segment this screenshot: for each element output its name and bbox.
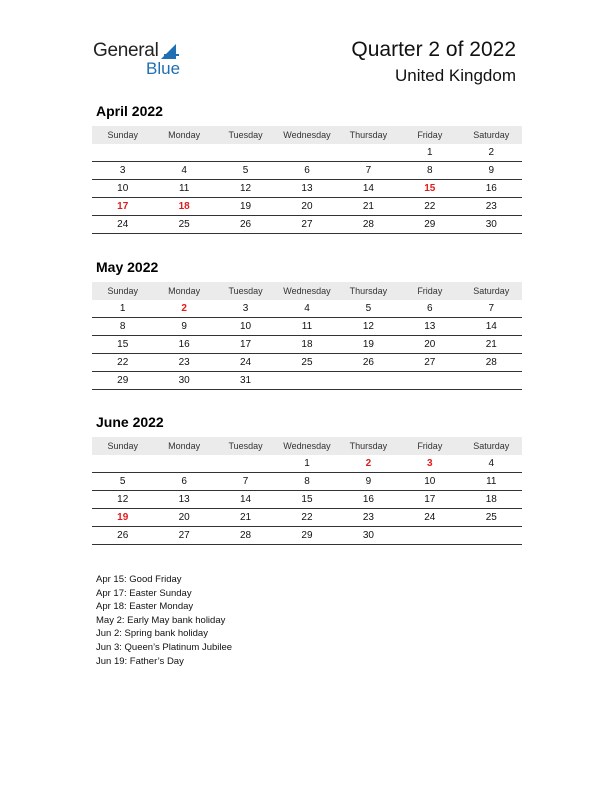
day-cell <box>153 144 214 162</box>
day-cell: 30 <box>461 216 522 234</box>
day-cell: 25 <box>153 216 214 234</box>
holiday-day-cell: 18 <box>153 198 214 216</box>
day-cell: 12 <box>338 318 399 336</box>
month-april <box>92 103 522 234</box>
day-cell: 24 <box>215 354 276 372</box>
day-cell: 29 <box>92 372 153 390</box>
day-cell: 17 <box>399 491 460 509</box>
week-row <box>92 473 522 491</box>
day-cell: 26 <box>338 354 399 372</box>
day-cell: 23 <box>338 509 399 527</box>
day-cell: 20 <box>399 336 460 354</box>
calendar-table <box>92 282 522 390</box>
day-cell <box>215 455 276 473</box>
day-cell: 27 <box>276 216 337 234</box>
holiday-note: Jun 19: Father’s Day <box>96 655 184 667</box>
day-cell <box>399 372 460 390</box>
day-cell: 4 <box>276 300 337 318</box>
week-row <box>92 336 522 354</box>
day-cell: 29 <box>399 216 460 234</box>
day-cell: 9 <box>153 318 214 336</box>
day-cell: 14 <box>215 491 276 509</box>
holiday-day-cell: 15 <box>399 180 460 198</box>
holiday-note: Apr 15: Good Friday <box>96 574 182 585</box>
weekday-header: Monday <box>153 282 214 300</box>
day-cell: 22 <box>92 354 153 372</box>
week-row <box>92 198 522 216</box>
day-cell: 27 <box>399 354 460 372</box>
holiday-note: Jun 2: Spring bank holiday <box>96 628 208 640</box>
day-cell: 6 <box>399 300 460 318</box>
day-cell: 7 <box>461 300 522 318</box>
day-cell: 9 <box>338 473 399 491</box>
holiday-day-cell: 17 <box>92 198 153 216</box>
holiday-day-cell: 3 <box>399 455 460 473</box>
calendar-table <box>92 126 522 234</box>
day-cell: 20 <box>153 509 214 527</box>
weekday-header: Saturday <box>461 282 522 300</box>
week-row <box>92 216 522 234</box>
weekday-header: Wednesday <box>276 282 337 300</box>
day-cell: 29 <box>276 527 337 545</box>
day-cell: 19 <box>338 336 399 354</box>
day-cell: 2 <box>461 144 522 162</box>
day-cell <box>338 144 399 162</box>
day-cell: 20 <box>276 198 337 216</box>
logo-general-text: General <box>93 40 159 61</box>
day-cell: 26 <box>92 527 153 545</box>
week-row <box>92 180 522 198</box>
day-cell <box>276 144 337 162</box>
day-cell: 3 <box>92 162 153 180</box>
week-row <box>92 509 522 527</box>
weekday-header: Sunday <box>92 282 153 300</box>
day-cell: 6 <box>153 473 214 491</box>
week-row <box>92 162 522 180</box>
day-cell: 28 <box>338 216 399 234</box>
week-row <box>92 354 522 372</box>
day-cell <box>461 372 522 390</box>
weekday-header-row <box>92 126 522 144</box>
day-cell: 14 <box>338 180 399 198</box>
day-cell: 25 <box>461 509 522 527</box>
holiday-notes <box>96 573 232 668</box>
holiday-day-cell: 19 <box>92 509 153 527</box>
day-cell: 3 <box>215 300 276 318</box>
weekday-header: Thursday <box>338 437 399 455</box>
day-cell <box>92 144 153 162</box>
day-cell: 27 <box>153 527 214 545</box>
weekday-header-row <box>92 282 522 300</box>
day-cell: 28 <box>461 354 522 372</box>
holiday-note: Apr 18: Easter Monday <box>96 601 194 613</box>
day-cell: 26 <box>215 216 276 234</box>
day-cell: 13 <box>153 491 214 509</box>
day-cell: 7 <box>215 473 276 491</box>
day-cell: 16 <box>153 336 214 354</box>
weekday-header: Wednesday <box>276 126 337 144</box>
logo <box>93 40 193 80</box>
day-cell: 15 <box>92 336 153 354</box>
weekday-header: Thursday <box>338 282 399 300</box>
weekday-header: Saturday <box>461 437 522 455</box>
day-cell: 21 <box>338 198 399 216</box>
weekday-header: Friday <box>399 282 460 300</box>
day-cell: 11 <box>276 318 337 336</box>
day-cell: 10 <box>399 473 460 491</box>
day-cell <box>399 527 460 545</box>
holiday-note: Jun 3: Queen’s Platinum Jubilee <box>96 641 233 653</box>
week-row <box>92 455 522 473</box>
day-cell <box>215 144 276 162</box>
weekday-header: Sunday <box>92 437 153 455</box>
weekday-header: Monday <box>153 437 214 455</box>
page-title: Quarter 2 of 2022 <box>351 38 516 61</box>
weekday-header: Tuesday <box>215 437 276 455</box>
day-cell: 30 <box>153 372 214 390</box>
week-row <box>92 372 522 390</box>
day-cell: 30 <box>338 527 399 545</box>
day-cell: 31 <box>215 372 276 390</box>
page-subtitle: United Kingdom <box>395 66 516 85</box>
day-cell: 24 <box>92 216 153 234</box>
day-cell: 24 <box>399 509 460 527</box>
day-cell: 22 <box>276 509 337 527</box>
weekday-header: Friday <box>399 437 460 455</box>
day-cell: 12 <box>92 491 153 509</box>
day-cell: 25 <box>276 354 337 372</box>
day-cell: 13 <box>399 318 460 336</box>
day-cell: 8 <box>276 473 337 491</box>
day-cell: 1 <box>276 455 337 473</box>
week-row <box>92 300 522 318</box>
day-cell: 19 <box>215 198 276 216</box>
day-cell: 8 <box>92 318 153 336</box>
day-cell: 8 <box>399 162 460 180</box>
day-cell: 21 <box>461 336 522 354</box>
day-cell: 16 <box>461 180 522 198</box>
day-cell <box>338 372 399 390</box>
month-june <box>92 414 522 545</box>
calendar-table <box>92 437 522 545</box>
day-cell: 1 <box>399 144 460 162</box>
weekday-header: Sunday <box>92 126 153 144</box>
week-row <box>92 491 522 509</box>
day-cell: 14 <box>461 318 522 336</box>
weekday-header-row <box>92 437 522 455</box>
week-row <box>92 144 522 162</box>
day-cell: 5 <box>92 473 153 491</box>
day-cell: 1 <box>92 300 153 318</box>
holiday-note: May 2: Early May bank holiday <box>96 614 226 626</box>
day-cell: 4 <box>153 162 214 180</box>
weekday-header: Monday <box>153 126 214 144</box>
weekday-header: Wednesday <box>276 437 337 455</box>
day-cell: 4 <box>461 455 522 473</box>
day-cell: 5 <box>215 162 276 180</box>
month-title: June 2022 <box>96 414 164 430</box>
day-cell: 11 <box>153 180 214 198</box>
day-cell: 11 <box>461 473 522 491</box>
day-cell <box>92 455 153 473</box>
day-cell: 15 <box>276 491 337 509</box>
day-cell: 18 <box>461 491 522 509</box>
holiday-note: Apr 17: Easter Sunday <box>96 587 192 599</box>
day-cell: 10 <box>92 180 153 198</box>
day-cell: 13 <box>276 180 337 198</box>
holiday-day-cell: 2 <box>153 300 214 318</box>
day-cell: 16 <box>338 491 399 509</box>
week-row <box>92 527 522 545</box>
day-cell: 21 <box>215 509 276 527</box>
weekday-header: Tuesday <box>215 282 276 300</box>
day-cell: 28 <box>215 527 276 545</box>
day-cell: 9 <box>461 162 522 180</box>
day-cell: 10 <box>215 318 276 336</box>
week-row <box>92 318 522 336</box>
day-cell <box>276 372 337 390</box>
weekday-header: Thursday <box>338 126 399 144</box>
weekday-header: Tuesday <box>215 126 276 144</box>
month-title: April 2022 <box>96 103 163 119</box>
day-cell: 18 <box>276 336 337 354</box>
holiday-day-cell: 2 <box>338 455 399 473</box>
day-cell: 23 <box>153 354 214 372</box>
day-cell: 17 <box>215 336 276 354</box>
logo-triangle-icon <box>161 44 176 59</box>
day-cell <box>461 527 522 545</box>
day-cell: 23 <box>461 198 522 216</box>
weekday-header: Saturday <box>461 126 522 144</box>
month-may <box>92 259 522 390</box>
day-cell <box>153 455 214 473</box>
weekday-header: Friday <box>399 126 460 144</box>
month-title: May 2022 <box>96 259 159 275</box>
day-cell: 12 <box>215 180 276 198</box>
logo-underline <box>164 54 179 56</box>
logo-blue-text: Blue <box>146 59 181 78</box>
day-cell: 5 <box>338 300 399 318</box>
day-cell: 7 <box>338 162 399 180</box>
day-cell: 6 <box>276 162 337 180</box>
day-cell: 22 <box>399 198 460 216</box>
